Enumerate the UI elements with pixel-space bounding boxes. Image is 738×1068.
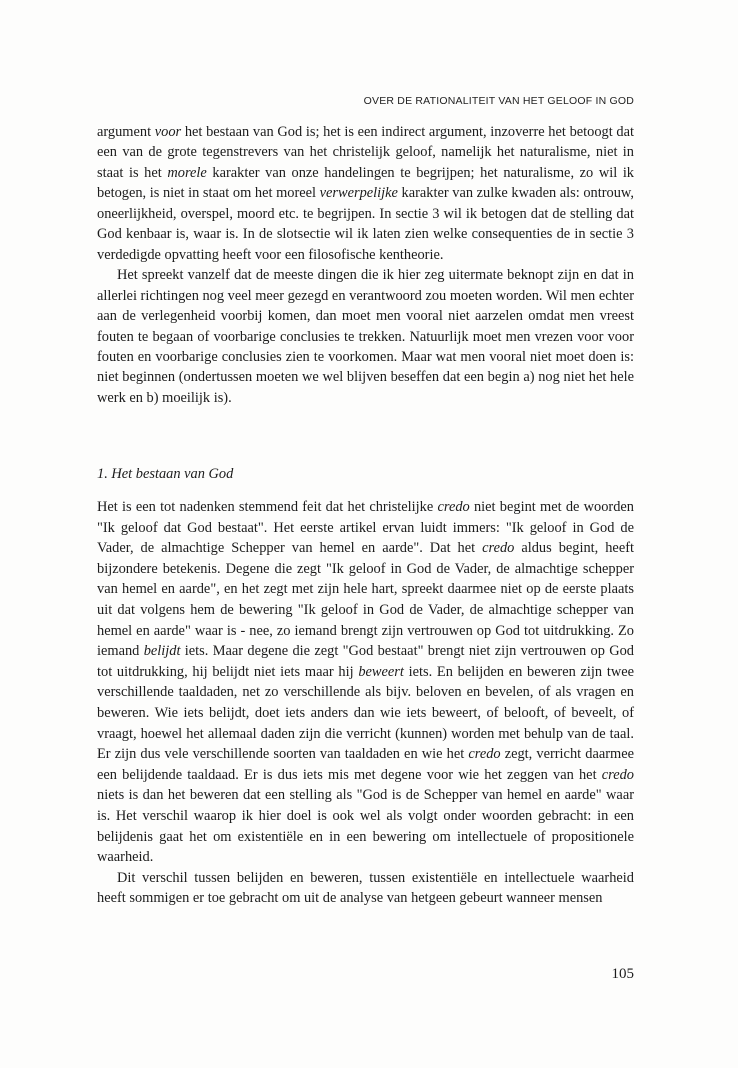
section-paragraph-2: Dit verschil tussen belijden en beweren, tussen existentiële en intellectuele waarheid heeft sommigen er toe gebracht om uit de analyse van hetgeen gebeurt wanneer mensen	[97, 869, 634, 907]
text-run: aldus begint, heeft bijzondere betekenis. Degene die zegt "Ik geloof in God de Vader, de almachtige schepper van hemel en aarde", en het zegt met zijn hele hart, spreekt daarmee niet op de eerste plaats uit dat volgens hem de bewering "Ik geloof in God de Vader, de almachtige schepper van hemel en aarde" waar is - nee, zo iemand brengt zijn vertrouwen op God tot uitdrukking. Zo iemand	[97, 540, 634, 660]
emphasis-beweert: beweert	[358, 663, 404, 680]
intro-text-block	[97, 122, 634, 408]
emphasis-credo: credo	[468, 746, 501, 763]
emphasis-credo: credo	[482, 540, 515, 557]
emphasis-verwerpelijke: verwerpelijke	[319, 185, 398, 202]
text-run: niet begint met de woorden "Ik geloof dat God bestaat". Het eerste artikel ervan luidt immers: "Ik geloof in God de Vader, de almachtige Schepper van hemel en aarde". Dat het	[97, 499, 634, 557]
text-run: argument	[97, 124, 155, 140]
text-run: Het is een tot nadenken stemmend feit dat het christelijke	[97, 499, 438, 515]
text-run: iets. Maar degene die zegt "God bestaat" brengt niet zijn vertrouwen op God tot uitdrukking, hij belijdt niet iets maar hij	[97, 643, 634, 680]
intro-paragraph-1	[97, 122, 634, 265]
emphasis-morele: morele	[167, 164, 207, 181]
text-run: zegt, verricht daarmee een belijdende taaldaad. Er is dus iets mis met degene voor wie het zeggen van het	[97, 746, 634, 783]
section-text-block	[97, 497, 634, 909]
intro-paragraph-2: Het spreekt vanzelf dat de meeste dingen die ik hier zeg uitermate beknopt zijn en dat in allerlei richtingen nog veel meer gezegd en verantwoord zou moeten worden. Wil men echter aan de verlegenheid voorbij komen, dan moet men vooral niet aarzelen omdat men vreest fouten te begaan of voorbarige conclusies te trekken. Natuurlijk moet men vrezen voor voor fouten en voorbarige conclusies zien te voorkomen. Maar wat men vooral niet moet doen is: niet beginnen (ondertussen moeten we wel blijven beseffen dat een begin a) nog niet het hele werk en b) moeilijk is).	[97, 267, 634, 406]
emphasis-voor: voor	[154, 124, 182, 140]
text-run: niets is dan het beweren dat een stelling als "God is de Schepper van hemel en aarde" waar is. Het verschil waarop ik hier doel is ook wel als volgt onder woorden gebracht: in een belijdenis gaat het om existentiële en in een bewering om intellectuele of propositionele waarheid.	[97, 787, 634, 866]
emphasis-credo: credo	[437, 499, 470, 515]
emphasis-credo: credo	[601, 766, 634, 783]
section-heading: 1. Het bestaan van God	[97, 466, 234, 482]
text-run: iets. En belijden en beweren zijn twee verschillende taaldaden, net zo verschillende als bijv. beloven en bevelen, of als vragen en beweren. Wie iets belijdt, doet iets anders dan wie iets beweert, of belooft, of beveelt, of vraagt, hoewel het allemaal daden zijn die verricht (kunnen) worden met behulp van de taal. Er zijn dus vele verschillende soorten van taaldaden en wie het	[97, 663, 635, 763]
page-number: 105	[611, 966, 634, 982]
text-run: karakter van zulke kwaden als: ontrouw, oneerlijkheid, overspel, moord etc. te begrijpen. In sectie 3 wil ik betogen dat de stelling dat God kenbaar is, waar is. In de slotsectie wil ik laten zien welke consequenties de in sectie 3 verdedigde opvatting heeft voor een filosofische kentheorie.	[97, 185, 634, 263]
emphasis-belijdt: belijdt	[143, 643, 181, 660]
section-paragraph-1	[97, 497, 634, 868]
text-run: karakter van onze handelingen te begrijpen; het naturalisme, zo wil ik betogen, is niet in staat om het moreel	[97, 164, 635, 202]
text-run: het bestaan van God is; het is een indirect argument, inzoverre het betoogt dat een van de grote tegenstrevers van het christelijk geloof, namelijk het naturalisme, niet in staat is het	[97, 124, 634, 181]
running-head: OVER DE RATIONALITEIT VAN HET GELOOF IN GOD	[363, 95, 634, 107]
